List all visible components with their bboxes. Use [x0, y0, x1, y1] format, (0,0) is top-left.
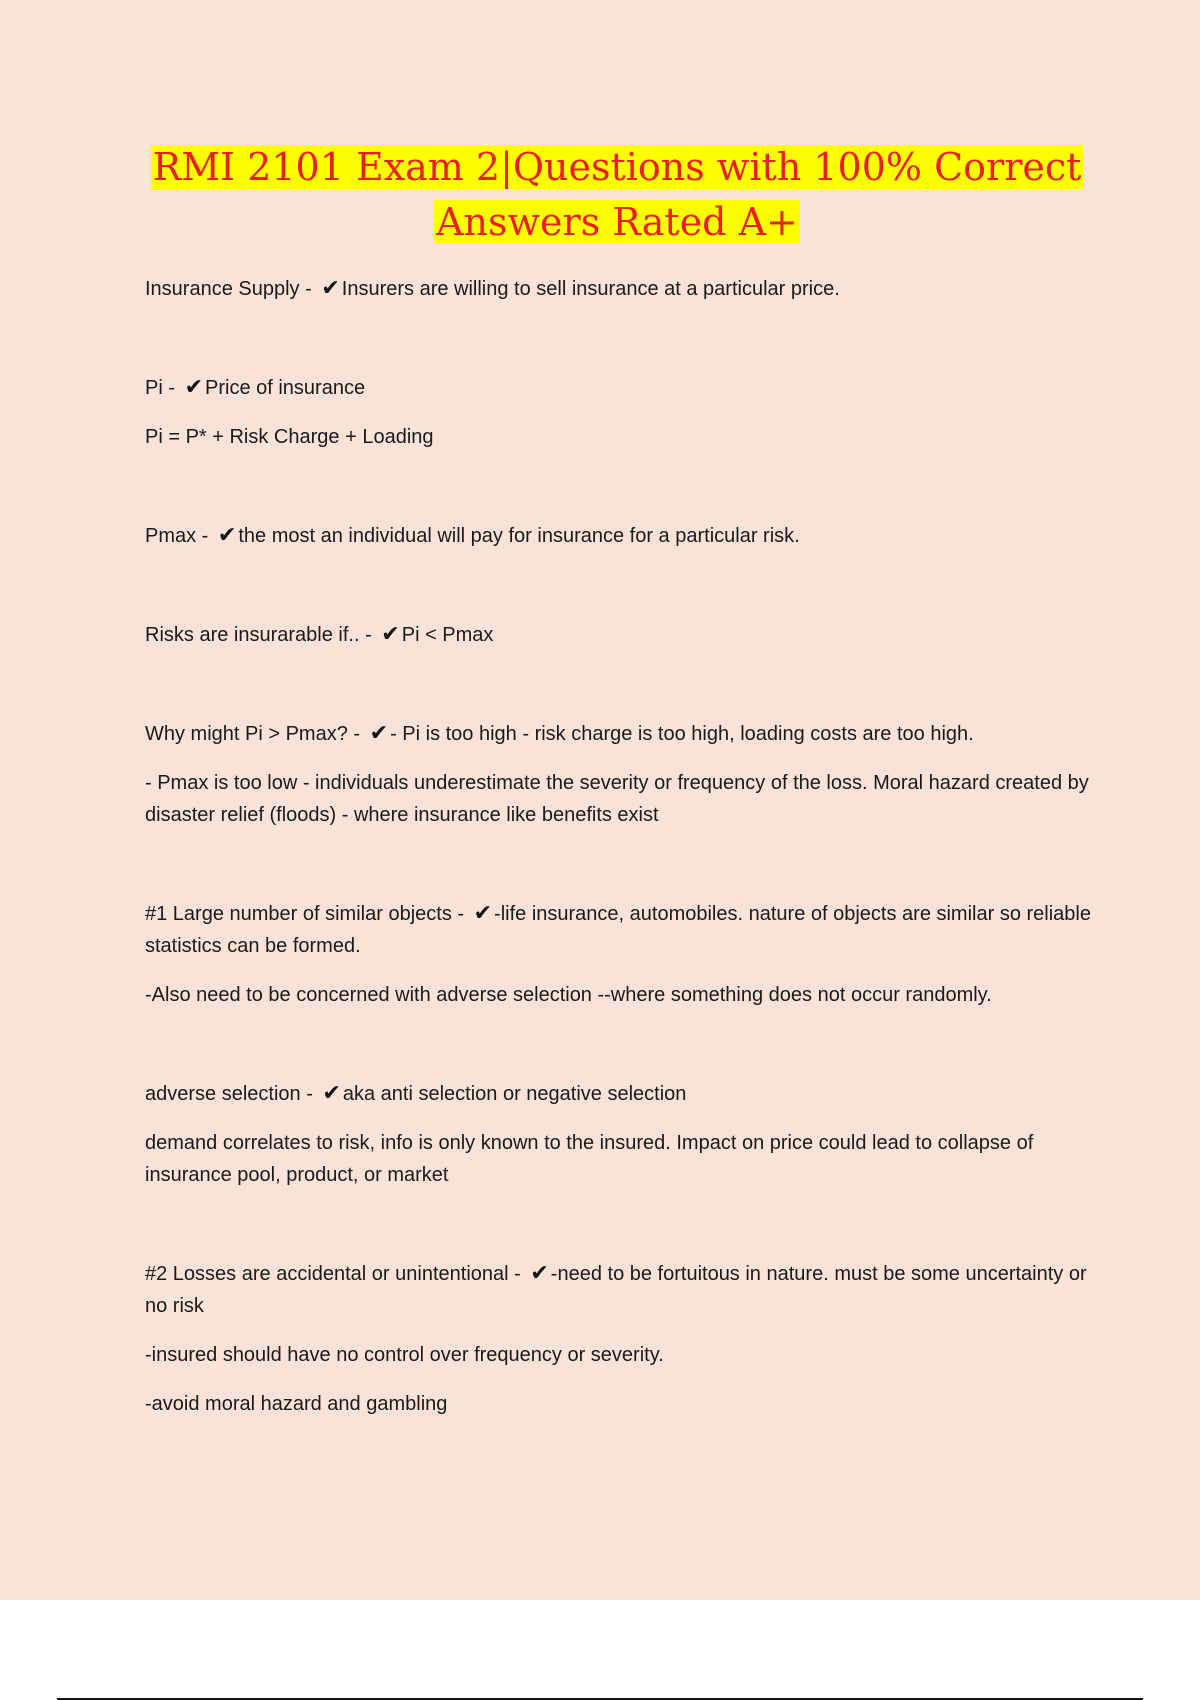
check-icon: ✔ — [184, 375, 203, 400]
check-icon: ✔ — [217, 523, 237, 548]
flashcard-entry — [145, 898, 1095, 1011]
entry-line — [145, 619, 1095, 651]
term: #2 Losses are accidental or unintentional - — [145, 1263, 527, 1285]
entry-line — [145, 1078, 1095, 1110]
entry-extra: -Also need to be concerned with adverse selection --where something does not occur randomly. — [145, 984, 992, 1006]
term: Insurance Supply - — [145, 278, 318, 300]
entry-extra: - Pmax is too low - individuals underestimate the severity or frequency of the loss. Moral hazard created by disaster relief (floods) - where insurance like benefits exist — [145, 772, 1089, 826]
check-icon: ✔ — [369, 721, 389, 746]
term: Pi - — [145, 377, 181, 399]
entry-line — [145, 898, 1095, 962]
answer: -need to be fortuitous in nature. must be some uncertainty or no risk — [145, 1263, 1087, 1317]
term: Risks are insurarable if.. - — [145, 624, 378, 646]
entry-extra: -insured should have no control over frequency or severity. — [145, 1344, 664, 1366]
flashcard-entry — [145, 520, 1095, 552]
entry-extra: -avoid moral hazard and gambling — [145, 1393, 448, 1415]
check-icon: ✔ — [473, 901, 493, 926]
answer: aka anti selection or negative selection — [342, 1083, 687, 1105]
entry-extra: Pi = P* + Risk Charge + Loading — [145, 426, 434, 448]
answer: -life insurance, automobiles. nature of objects are similar so reliable statistics can be formed. — [145, 903, 1091, 957]
entry-extra: demand correlates to risk, info is only known to the insured. Impact on price could lead to collapse of insurance pool, product, or market — [145, 1132, 1034, 1186]
flashcard-entry — [145, 1258, 1095, 1420]
check-icon: ✔ — [322, 1081, 341, 1106]
flashcard-entry — [145, 619, 1095, 651]
entry-line — [145, 372, 1095, 404]
flashcard-entry — [145, 718, 1095, 831]
check-icon: ✔ — [381, 622, 400, 647]
term: #1 Large number of similar objects - — [145, 903, 470, 925]
answer: Pi < Pmax — [401, 624, 494, 646]
document-title — [0, 140, 1200, 250]
flashcard-list — [145, 273, 1095, 1437]
entry-line — [145, 718, 1095, 750]
entry-line — [145, 1258, 1095, 1322]
title-line-2: Answers Rated A+ — [436, 200, 798, 244]
entry-line — [145, 520, 1095, 552]
answer: Insurers are willing to sell insurance at a particular price. — [341, 278, 840, 300]
answer: the most an individual will pay for insurance for a particular risk. — [238, 525, 800, 547]
term: adverse selection - — [145, 1083, 319, 1105]
flashcard-entry — [145, 372, 1095, 453]
term: Why might Pi > Pmax? - — [145, 723, 366, 745]
term: Pmax - — [145, 525, 214, 547]
title-line-1: RMI 2101 Exam 2|Questions with 100% Correct — [152, 145, 1082, 189]
entry-line — [145, 273, 1095, 305]
flashcard-entry — [145, 1078, 1095, 1191]
check-icon: ✔ — [530, 1261, 549, 1286]
answer: - Pi is too high - risk charge is too high, loading costs are too high. — [390, 723, 974, 745]
check-icon: ✔ — [321, 276, 340, 301]
flashcard-entry — [145, 273, 1095, 305]
answer: Price of insurance — [205, 377, 366, 399]
